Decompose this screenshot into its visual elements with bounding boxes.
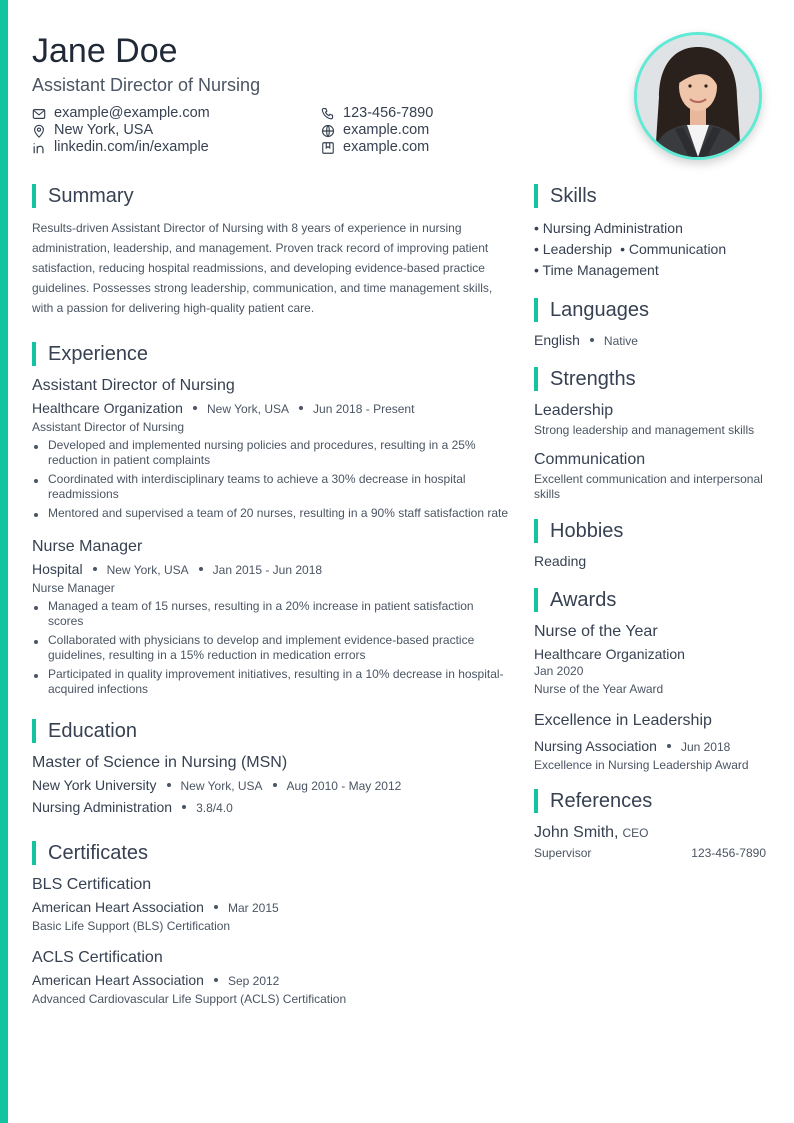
avatar-illustration	[637, 35, 759, 157]
experience-entry	[32, 537, 512, 697]
awards-heading	[534, 588, 766, 612]
strengths-heading-text: Strengths	[550, 367, 636, 390]
job-location: New York, USA	[106, 563, 189, 577]
job-role: Nurse Manager	[32, 581, 115, 595]
skills-heading	[534, 184, 766, 208]
award-description: Nurse of the Year Award	[534, 682, 664, 696]
linkedin-icon	[32, 141, 46, 155]
languages-heading	[534, 298, 766, 322]
strength-item	[534, 450, 766, 502]
hobbies-heading-text: Hobbies	[550, 519, 624, 542]
degree: Master of Science in Nursing (MSN)	[32, 754, 288, 771]
summary-heading-text: Summary	[48, 184, 134, 207]
education-heading-text: Education	[48, 719, 137, 742]
sidebar-column	[534, 184, 766, 860]
globe-icon	[321, 124, 335, 138]
reference-relation: Supervisor	[534, 846, 592, 860]
contact-email-text: example@example.com	[54, 105, 210, 121]
school-location: New York, USA	[180, 779, 263, 793]
contact-phone-text: 123-456-7890	[343, 105, 434, 121]
certificate-entry	[32, 875, 512, 934]
certificates-heading-text: Certificates	[48, 841, 149, 864]
job-bullet: Coordinated with interdisciplinary teams to achieve a 30% decrease in hospital readmissions	[32, 472, 512, 502]
references-heading-text: References	[550, 789, 653, 812]
employer: Hospital	[32, 561, 83, 577]
location-icon	[32, 124, 46, 138]
resume-header	[32, 30, 592, 156]
contact-phone[interactable]	[321, 105, 581, 122]
awards-heading-text: Awards	[550, 588, 617, 611]
reference-item	[534, 823, 766, 860]
experience-heading-text: Experience	[48, 342, 149, 365]
award-issuer: Nursing Association	[534, 738, 657, 754]
phone-icon	[321, 107, 335, 121]
strength-item	[534, 401, 766, 438]
employer: Healthcare Organization	[32, 400, 183, 416]
contact-website[interactable]	[321, 122, 581, 139]
candidate-name: Jane Doe	[32, 32, 178, 70]
candidate-title: Assistant Director of Nursing	[32, 75, 261, 95]
job-dates: Jan 2015 - Jun 2018	[212, 563, 323, 577]
education-heading	[32, 719, 512, 743]
hobby-item: Reading	[534, 553, 587, 569]
skill-item: • Communication	[620, 241, 727, 257]
certificate-entry	[32, 948, 512, 1007]
job-title: Nurse Manager	[32, 538, 143, 555]
contact-email[interactable]	[32, 105, 321, 122]
strength-title: Leadership	[534, 402, 614, 419]
certificate-date: Sep 2012	[227, 974, 280, 988]
summary-text: Results-driven Assistant Director of Nursing with 8 years of experience in nursing administration, leadership, and management. Proven track record of improving patient satisfaction, reducing hospital readmissions, and developing evidence-based practice guidelines. Possesses strong leadership, communication, and time management skills, with a passion for delivering high-quality patient care.	[32, 221, 493, 315]
job-bullet: Developed and implemented nursing policies and procedures, resulting in a 25% reduction in patient complaints	[32, 438, 512, 468]
contact-portfolio[interactable]	[321, 139, 581, 156]
strengths-heading	[534, 367, 766, 391]
award-date: Jan 2020	[534, 664, 584, 678]
award-date: Jun 2018	[680, 740, 731, 754]
gpa: 3.8/4.0	[196, 801, 233, 815]
hobbies-heading	[534, 519, 766, 543]
award-title: Excellence in Leadership	[534, 712, 712, 729]
contact-website-text: example.com	[343, 122, 430, 138]
job-bullet: Collaborated with physicians to develop and implement evidence-based practice guidelines, resulting in a 15% reduction in medication errors	[32, 633, 512, 663]
award-item	[534, 622, 766, 697]
job-role: Assistant Director of Nursing	[32, 420, 185, 434]
award-description: Excellence in Nursing Leadership Award	[534, 758, 749, 772]
job-bullet: Participated in quality improvement initiatives, resulting in a 10% decrease in hospital-acquired infections	[32, 667, 512, 697]
accent-bar	[0, 0, 8, 1123]
certificate-title: ACLS Certification	[32, 949, 163, 966]
job-dates: Jun 2018 - Present	[313, 402, 415, 416]
skill-item: • Nursing Administration	[534, 220, 683, 236]
job-bullet: Mentored and supervised a team of 20 nurses, resulting in a 90% staff satisfaction rate	[32, 506, 512, 521]
certificate-date: Mar 2015	[227, 901, 279, 915]
strength-description: Strong leadership and management skills	[534, 423, 755, 437]
job-location: New York, USA	[206, 402, 290, 416]
languages-heading-text: Languages	[550, 298, 649, 321]
certificates-heading	[32, 841, 512, 865]
contact-linkedin-text: linkedin.com/in/example	[54, 139, 209, 155]
school: New York University	[32, 777, 157, 793]
skills-list	[534, 218, 766, 281]
mail-icon	[32, 107, 46, 121]
certificate-issuer: American Heart Association	[32, 899, 204, 915]
contact-linkedin[interactable]	[32, 139, 321, 156]
certificate-description: Basic Life Support (BLS) Certification	[32, 919, 231, 933]
certificate-description: Advanced Cardiovascular Life Support (ACLS) Certification	[32, 992, 347, 1006]
language-item	[534, 332, 766, 348]
certificate-issuer: American Heart Association	[32, 972, 204, 988]
experience-entry	[32, 376, 512, 521]
bookmark-icon	[321, 141, 335, 155]
main-column	[32, 184, 512, 1023]
strength-description: Excellent communication and interpersonal skills	[534, 472, 763, 501]
experience-heading	[32, 342, 512, 366]
contact-location	[32, 122, 321, 139]
certificate-title: BLS Certification	[32, 876, 152, 893]
reference-name: John Smith,	[534, 824, 619, 841]
summary-heading	[32, 184, 512, 208]
award-title: Nurse of the Year	[534, 623, 658, 640]
award-item	[534, 711, 766, 773]
contact-location-text: New York, USA	[54, 122, 154, 138]
references-heading	[534, 789, 766, 813]
job-title: Assistant Director of Nursing	[32, 377, 235, 394]
profile-photo	[634, 32, 762, 160]
education-entry	[32, 753, 512, 817]
award-issuer: Healthcare Organization	[534, 646, 685, 662]
field-of-study: Nursing Administration	[32, 799, 173, 815]
education-dates: Aug 2010 - May 2012	[286, 779, 402, 793]
job-bullet: Managed a team of 15 nurses, resulting in a 20% increase in patient satisfaction scores	[32, 599, 512, 629]
skill-item: • Time Management	[534, 262, 659, 278]
reference-phone: 123-456-7890	[691, 846, 766, 860]
skill-item: • Leadership	[534, 241, 613, 257]
language-level: Native	[603, 334, 638, 348]
language-name: English	[534, 332, 580, 348]
strength-title: Communication	[534, 451, 646, 468]
contact-list	[32, 105, 592, 156]
skills-heading-text: Skills	[550, 184, 597, 207]
reference-position: CEO	[622, 826, 649, 840]
contact-portfolio-text: example.com	[343, 139, 430, 155]
